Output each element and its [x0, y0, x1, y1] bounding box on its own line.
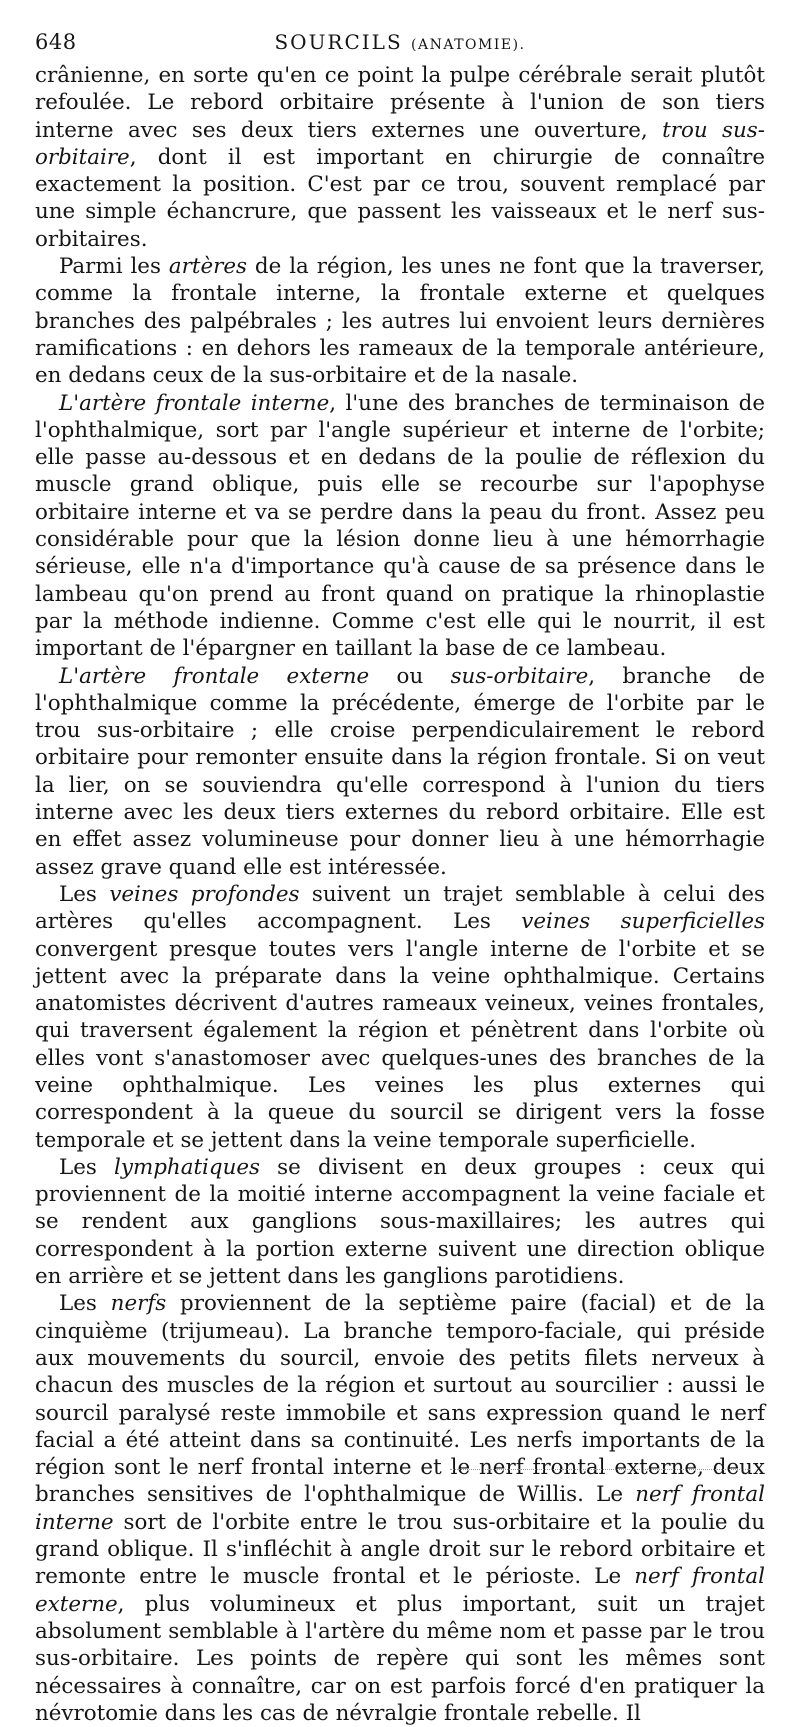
- text-run: de la région, les unes ne font que la traverser, comme la frontale interne, la frontale externe et quelques branches des palpébrales ; les autres lui envoient leurs dernières ramifications : en dehors les rameaux de la temporale antérieure, en dedans ceux de la sus-orbitaire et de la nasale.: [35, 254, 765, 389]
- text-run: se divisent en deux groupes : ceux qui proviennent de la moitié interne accompagnent la veine faciale et se rendent aux ganglions sous-maxillaires; les autres qui correspondent à la portion externe suivent une direction oblique en arrière et se jettent dans les ganglions parotidiens.: [35, 1154, 765, 1290]
- italic-term: artères: [168, 254, 247, 280]
- text-run: sort de l'orbite entre le trou sus-orbitaire et la poulie du grand oblique. Il s'infléchit à angle droit sur le rebord orbitaire et remonte entre le muscle frontal et le périoste. Le: [35, 1509, 765, 1590]
- italic-term: nerf frontal interne: [35, 1482, 765, 1535]
- text-run: , plus volumineux et plus important, suit un trajet absolument semblable à l'artère du même nom et passe par le trou sus-orbitaire. Les points de repère qui sont les mêmes sont nécessaires à connaître, car on est parfois forcé d'en pratiquer la névrotomie dans les cas de névralgie frontale rebelle. Il: [35, 1591, 765, 1726]
- italic-term: trou sus-orbitaire: [35, 117, 765, 170]
- italic-term: L'artère frontale externe: [59, 663, 370, 689]
- page-number: 648: [35, 30, 77, 54]
- running-title: [35, 30, 765, 54]
- italic-term: sus-orbitaire: [450, 663, 589, 689]
- paragraph-internal-frontal-artery: [35, 390, 765, 663]
- paragraph-lymphatics: [35, 1154, 765, 1290]
- paragraph-nerves: [35, 1290, 765, 1727]
- text-run: convergent presque toutes vers l'angle interne de l'orbite et se jettent avec la préparate dans la veine ophthalmique. Certains anatomistes décrivent d'autres rameaux veineux, veines frontales, qui traversent également la région et pénètrent dans l'orbite où elles vont s'anastomoser avec quelques-unes des branches de la veine ophthalmique. Les veines les plus externes qui correspondent à la queue du sourcil se dirigent vers la fosse temporale et se jettent dans la veine temporale superficielle.: [35, 936, 765, 1153]
- paragraph-arteries: [35, 253, 765, 389]
- running-title-sub: (ANATOMIE).: [411, 37, 526, 53]
- text-run: , branche de l'ophthalmique comme la précédente, émerge de l'orbite par le trou sus-orbitaire ; elle croise perpendiculairement le rebord orbitaire pour remonter ensuite dans la région frontale. Si on veut la lier, on se souviendra qu'elle correspond à l'union du tiers interne avec les deux tiers externes du rebord orbitaire. Elle est en effet assez volumineuse pour donner lieu à une hémorrhagie assez grave quand elle est intéressée.: [35, 663, 765, 880]
- text-run: Les: [59, 881, 110, 907]
- paragraph-veins: [35, 881, 765, 1154]
- page-body: [35, 62, 765, 1727]
- paragraph-skull-margin: [35, 62, 765, 253]
- italic-term: lymphatiques: [114, 1154, 260, 1180]
- text-run: ou: [369, 663, 451, 689]
- text-run: proviennent de la septième paire (facial) et de la cinquième (trijumeau). La branche temporo-faciale, qui préside aux mouvements du sourcil, envoie des petits filets nerveux à chacun des muscles de la région et surtout au sourcilier : aussi le sourcil paralysé reste immobile et sans expression quand le nerf facial a été atteint dans sa continuité. Les nerfs importants de la région sont le nerf frontal interne et le nerf frontal externe, deux branches sensitives de l'ophthalmique de Willis. Le: [35, 1291, 766, 1508]
- italic-term: veines superficielles: [521, 909, 765, 935]
- text-run: Les: [59, 1154, 115, 1180]
- footer-rule: [450, 1469, 750, 1470]
- text-run: suivent un trajet semblable à celui des artères qu'elles accompagnent. Les: [35, 881, 766, 935]
- italic-term: L'artère frontale interne: [59, 390, 330, 416]
- text-run: , dont il est important en chirurgie de connaître exactement la position. C'est par ce trou, souvent remplacé par une simple échancrure, que passent les vaisseaux et le nerf sus-orbitaires.: [35, 144, 765, 252]
- text-run: Les: [59, 1291, 111, 1317]
- running-title-main: SOURCILS: [274, 30, 403, 54]
- running-header: [35, 28, 765, 62]
- text-run: , l'une des branches de terminaison de l'ophthalmique, sort par l'angle supérieur et interne de l'orbite; elle passe au-dessous et en dedans de la poulie de réflexion du muscle grand oblique, puis elle se recourbe sur l'apophyse orbitaire interne et va se perdre dans la peau du front. Assez peu considérable pour que la lésion donne lieu à une hémorrhagie sérieuse, elle n'a d'importance qu'à cause de sa présence dans le lambeau qu'on prend au front quand on pratique la rhinoplastie par la méthode indienne. Comme c'est elle qui le nourrit, il est important de l'épargner en taillant la base de ce lambeau.: [35, 390, 765, 662]
- text-run: crânienne, en sorte qu'en ce point la pulpe cérébrale serait plutôt refoulée. Le rebord orbitaire présente à l'union de son tiers interne avec ses deux tiers externes une ouverture,: [35, 63, 765, 143]
- text-run: Parmi les: [59, 254, 169, 280]
- italic-term: veines profondes: [109, 881, 300, 907]
- italic-term: nerf frontal externe: [35, 1564, 765, 1617]
- paragraph-external-frontal-artery: [35, 663, 765, 881]
- italic-term: nerfs: [110, 1291, 167, 1317]
